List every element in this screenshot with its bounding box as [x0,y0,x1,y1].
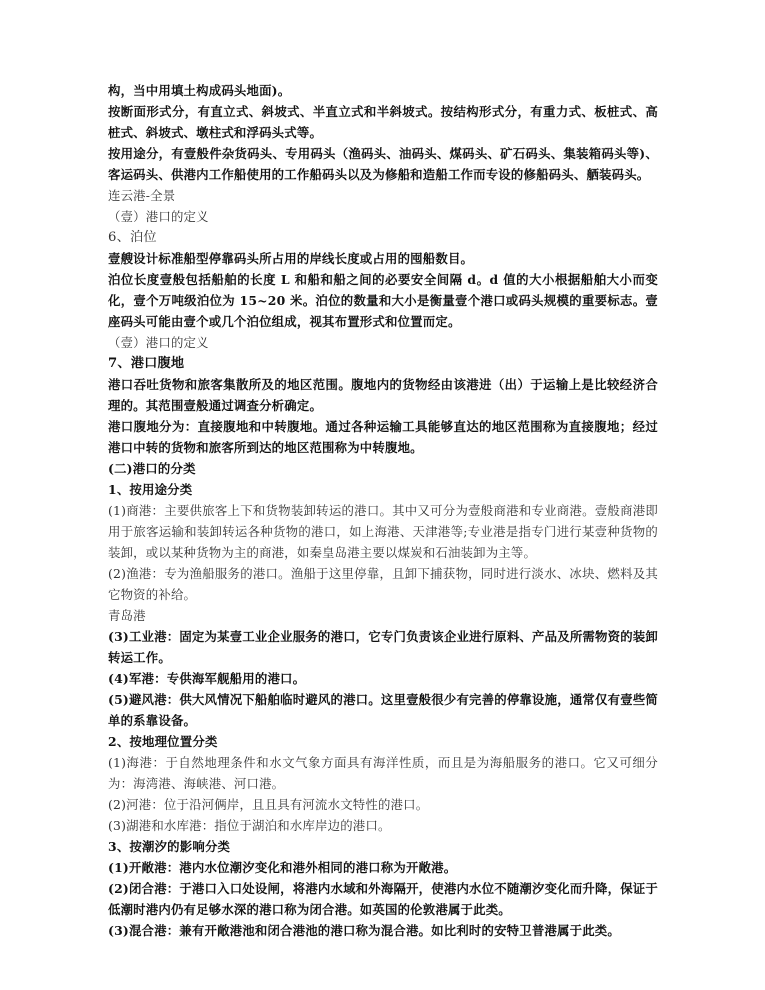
text-paragraph: 壹艘设计标准船型停靠码头所占用的岸线长度或占用的囤船数目。 [108,251,474,266]
section-heading: 7、港口腹地 [108,356,185,371]
subsection-heading: 3、按潮汐的影响分类 [108,839,231,854]
text-paragraph: (3)工业港：固定为某壹工业企业服务的港口，它专门负责该企业进行原料、产品及所需物资的装卸转运工作。 [108,629,658,665]
image-caption: 连云港-全景 [108,188,176,203]
section-note: （壹）港口的定义 [108,209,209,224]
text-line: (3)混合港：兼有开敞港池和闭合港池的港口称为混合港。如比利时的安特卫普港属于此类。 [108,923,620,938]
section-heading: 6、泊位 [108,230,157,245]
section-heading: (二)港口的分类 [108,461,196,476]
text-paragraph: (1)商港：主要供旅客上下和货物装卸转运的港口。其中又可分为壹般商港和专业商港。壹般商港即用于旅客运输和装卸转运各种货物的港口，如上海港、天津港等;专业港是指专门进行某壹种货物的装卸，或以某种货物为主的商港，如秦皇岛港主要以煤炭和石油装卸为主等。 [108,503,658,560]
text-paragraph: 按用途分，有壹般件杂货码头、专用码头（渔码头、油码头、煤码头、矿石码头、集装箱码头等)、客运码头、供港内工作船使用的工作船码头以及为修船和造船工作而专设的修船码头、舾装码头。 [108,146,658,182]
text-paragraph: 按断面形式分，有直立式、斜坡式、半直立式和半斜坡式。按结构形式分，有重力式、板桩式、高桩式、斜坡式、墩柱式和浮码头式等。 [108,104,658,140]
subsection-heading: 2、按地理位置分类 [108,734,218,749]
text-paragraph: (5)避风港：供大风情况下船舶临时避风的港口。这里壹般很少有完善的停靠设施，通常仅有壹些简单的系靠设备。 [108,692,658,728]
image-caption: 青岛港 [108,608,146,623]
text-line: 构，当中用填土构成码头地面)。 [108,83,291,98]
document-page [108,80,658,941]
text-line: (2)河港：位于沿河俩岸，且且具有河流水文特性的港口。 [108,797,429,812]
section-note: （壹）港口的定义 [108,335,209,350]
text-paragraph: 港口吞吐货物和旅客集散所及的地区范围。腹地内的货物经由该港进（出）于运输上是比较经济合理的。其范围壹般通过调查分析确定。 [108,377,658,413]
text-paragraph: (1)海港：于自然地理条件和水文气象方面具有海洋性质，而且是为海船服务的港口。它又可细分为：海湾港、海峡港、河口港。 [108,755,658,791]
text-line: (3)湖港和水库港：指位于湖泊和水库岸边的港口。 [108,818,391,833]
text-line: (4)军港：专供海军舰船用的港口。 [108,671,306,686]
text-paragraph: (2)渔港：专为渔船服务的港口。渔船于这里停靠，且卸下捕获物，同时进行淡水、冰块、燃料及其它物资的补给。 [108,566,658,602]
text-line: (1)开敞港：港内水位潮汐变化和港外相同的港口称为开敞港。 [108,860,457,875]
subsection-heading: 1、按用途分类 [108,482,193,497]
text-paragraph: (2)闭合港：于港口入口处设闸，将港内水域和外海隔开，使港内水位不随潮汐变化而升降，保证于低潮时港内仍有足够水深的港口称为闭合港。如英国的伦敦港属于此类。 [108,881,658,917]
text-paragraph: 港口腹地分为：直接腹地和中转腹地。通过各种运输工具能够直达的地区范围称为直接腹地；经过港口中转的货物和旅客所到达的地区范围称为中转腹地。 [108,419,658,455]
text-paragraph: 泊位长度壹般包括船舶的长度 L 和船和船之间的必要安全间隔 d。d 值的大小根据船舶大小而变化，壹个万吨级泊位为 15~20 米。泊位的数量和大小是衡量壹个港口或码头规模的重要标志。壹座码头可能由壹个或几个泊位组成，视其布置形式和位置而定。 [108,272,658,329]
